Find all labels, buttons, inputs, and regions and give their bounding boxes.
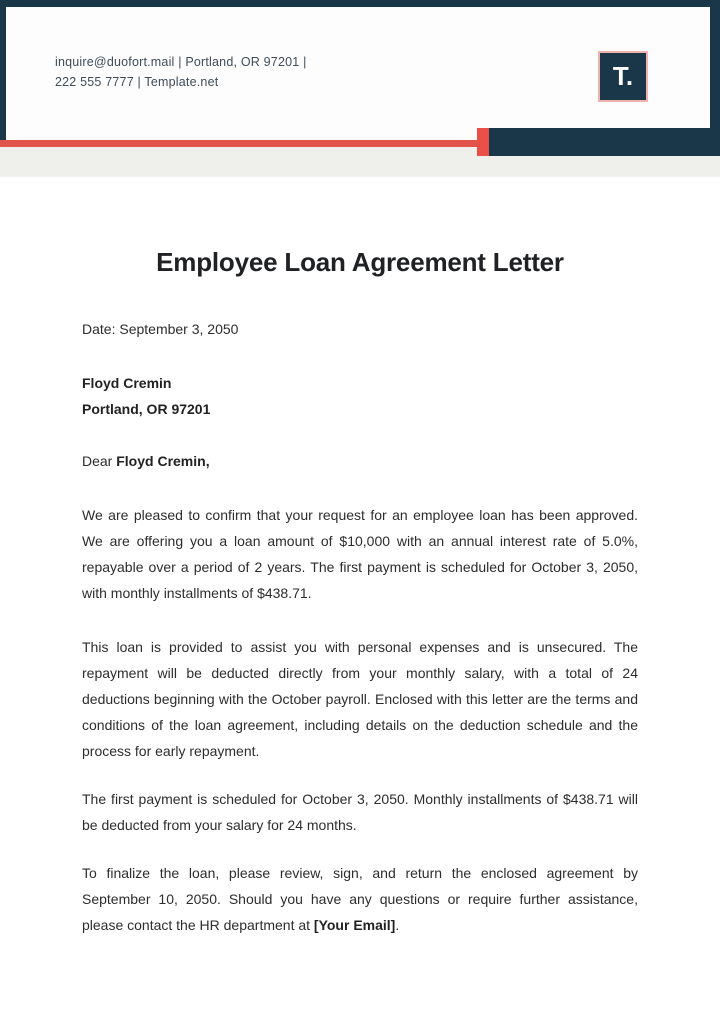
- red-accent-bar: [0, 140, 481, 147]
- template-net-logo-icon: [598, 51, 648, 102]
- letter-title: Employee Loan Agreement Letter: [156, 247, 564, 277]
- letterhead-white-panel: [6, 7, 710, 140]
- navy-accent-bar: [489, 128, 720, 156]
- salutation-prefix: Dear: [82, 453, 117, 469]
- paragraph-terms: This loan is provided to assist you with personal expenses and is unsecured. The repayment will be deducted directly from your monthly salary, with a total of 24 deductions beginning with the October payroll. Enclosed with this letter are the terms and conditions of the loan agreement, including details on the deduction schedule and the process for early repayment.: [82, 639, 638, 759]
- recipient-name: Floyd Cremin: [82, 375, 172, 391]
- paragraph-approval: We are pleased to confirm that your request for an employee loan has been approved. We are offering you a loan amount of $10,000 with an annual interest rate of 5.0%, repayable over a period of 2 years. The first payment is scheduled for October 3, 2050, with monthly installments of $438.71.: [82, 507, 638, 601]
- logo-letter: T.: [612, 60, 634, 91]
- contact-line-2: 222 555 7777 | Template.net: [55, 75, 219, 89]
- salutation: [82, 448, 638, 474]
- date-line: Date: September 3, 2050: [82, 321, 239, 337]
- closing-period: .: [395, 917, 400, 933]
- recipient-location: Portland, OR 97201: [82, 401, 211, 417]
- contact-line-1: inquire@duofort.mail | Portland, OR 97201 |: [55, 55, 307, 69]
- recipient-block: [82, 370, 638, 422]
- contact-info: [55, 52, 307, 92]
- letter-body: [0, 177, 720, 1016]
- closing-text: To finalize the loan, please review, sign, and return the enclosed agreement by September 10, 2050. Should you have any questions or require further assistance, please contact the HR department at: [82, 865, 638, 933]
- salutation-name: Floyd Cremin,: [116, 453, 210, 469]
- red-accent-connector: [477, 128, 489, 156]
- paragraph-payment: The first payment is scheduled for October 3, 2050. Monthly installments of $438.71 will be deducted from your salary for 24 months.: [82, 791, 638, 833]
- paragraph-closing: [82, 860, 638, 938]
- email-placeholder: [Your Email]: [313, 917, 396, 933]
- letterhead: [0, 0, 720, 177]
